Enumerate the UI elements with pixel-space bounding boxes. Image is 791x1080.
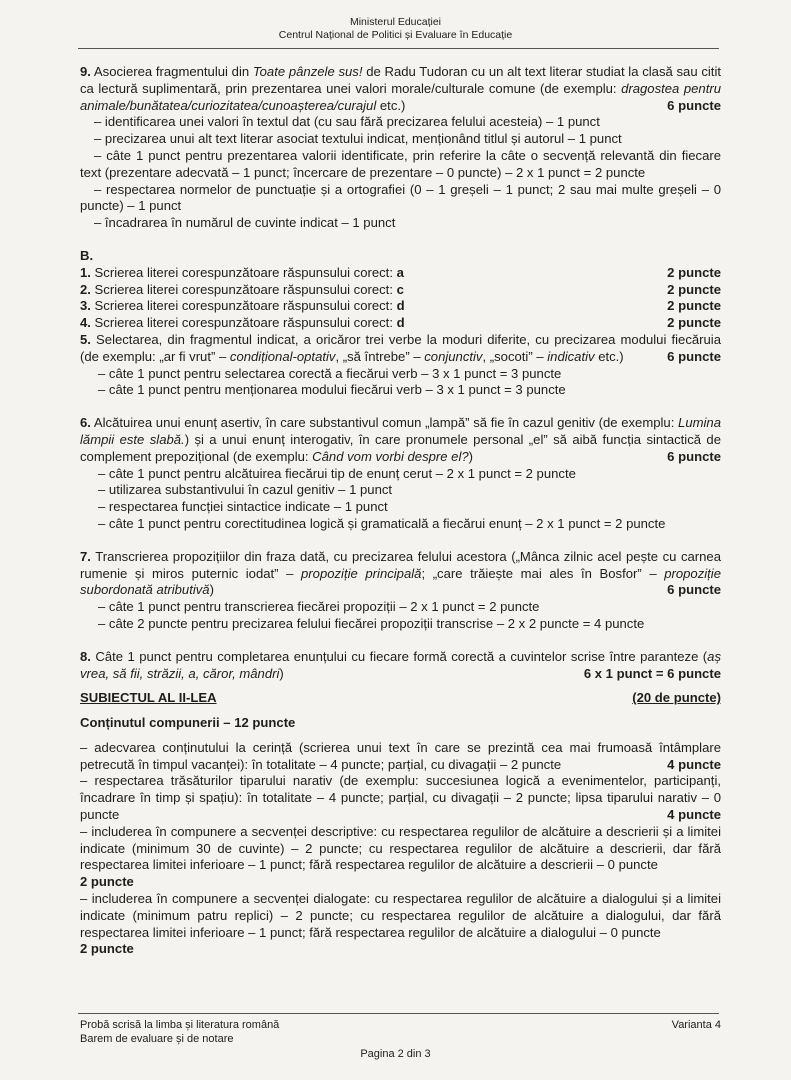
subject-2-points: (20 de puncte) xyxy=(632,690,721,706)
item-7-points: 6 puncte xyxy=(667,582,721,598)
criterion-line: – precizarea unui alt text literar asociat textului indicat, menționând titlul și autorul – 1 punct xyxy=(94,131,622,147)
answer-row: 3. Scrierea literei corespunzătoare răspunsului corect: d 2 puncte xyxy=(80,298,721,314)
item-5-points: 6 puncte xyxy=(667,348,721,364)
item-7 xyxy=(80,549,721,633)
criterion-line: – respectarea trăsăturilor tiparului narativ (de exemplu: succesiunea logică a evenimentelor, participanți, încadrare în timp și spațiu): în totalitate – 4 puncte; parțial, cu divagații – 2 puncte; lipsa tiparului narativ – 0 puncte 4 puncte xyxy=(80,773,721,823)
footer-divider xyxy=(78,1013,719,1014)
answer-letter: d xyxy=(396,298,405,314)
variant-label: Varianta 4 xyxy=(671,1019,721,1031)
item-6 xyxy=(80,415,721,533)
answer-points: 2 puncte xyxy=(667,315,721,331)
item-6-points: 6 puncte xyxy=(667,448,721,464)
page-footer xyxy=(80,1018,721,1046)
subject-2-title: SUBIECTUL AL II-LEA xyxy=(80,690,217,706)
item-7-statement: 7. Transcrierea propozițiilor din fraza dată, cu precizarea felului acestora („Mânca zilnic acel pește cu carnea rumenie și miros puternic iodat” – propoziție principală; „care trăiește mai ales în Bosfor” – propoziție subordonată atributivă) 6 puncte xyxy=(80,548,721,598)
criterion-line: – câte 2 puncte pentru precizarea felului fiecărei propoziții transcrise – 2 x 2 puncte = 4 puncte xyxy=(98,615,645,631)
answer-letter: d xyxy=(396,315,405,331)
item-8-points: 6 x 1 punct = 6 puncte xyxy=(583,665,721,681)
criterion-points: 2 puncte xyxy=(80,941,134,957)
answer-points: 2 puncte xyxy=(667,281,721,297)
criterion-line: – respectarea funcției sintactice indicate – 1 punct xyxy=(98,499,388,515)
criterion-line: – câte 1 punct pentru corectitudinea logică și gramaticală a fiecărui enunț – 2 x 1 punct = 2 puncte xyxy=(98,515,666,531)
answer-row: 1. Scrierea literei corespunzătoare răspunsului corect: a 2 puncte xyxy=(80,264,721,280)
answer-points: 2 puncte xyxy=(667,264,721,280)
composition-content-title: Conținutul compunerii – 12 puncte xyxy=(80,715,296,731)
criterion-line: – utilizarea substantivului în cazul genitiv – 1 punct xyxy=(98,482,393,498)
criterion-line: – câte 1 punct pentru prezentarea valorii identificate, prin referire la câte o secvență relevantă din fiecare text (prezentare adecvată – 1 punct; încercare de prezentare – 0 puncte) – 2 x 1 punct = 2 puncte xyxy=(80,147,721,180)
page-header xyxy=(0,16,791,42)
answer-row: 4. Scrierea literei corespunzătoare răspunsului corect: d 2 puncte xyxy=(80,315,721,331)
item-5 xyxy=(80,332,721,399)
criterion-line: – câte 1 punct pentru alcătuirea fiecărui tip de enunț cerut – 2 x 1 punct = 2 puncte xyxy=(98,465,576,481)
criterion-points: 4 puncte xyxy=(667,756,721,772)
criterion-line: – respectarea normelor de punctuație și a ortografiei (0 – 1 greșeli – 1 punct; 2 sau mai multe greșeli – 0 puncte) – 1 punct xyxy=(80,181,721,214)
item-8 xyxy=(80,649,721,683)
criterion-points: 2 puncte xyxy=(80,874,134,890)
page-content xyxy=(80,64,721,958)
item-9 xyxy=(80,64,721,232)
subject-2-heading xyxy=(80,690,721,707)
ministry-name: Ministerul Educației xyxy=(349,16,442,28)
item-6-statement: 6. Alcătuirea unui enunț asertiv, în care substantivul comun „lampă” să fie în cazul genitiv (de exemplu: Lumina lămpii este slabă.) și a unui enunț interogativ, în care pronumele personal „el” să aibă funcția sintactică de complement prepozițional (de exemplu: Când vom vorbi despre el?) 6 puncte xyxy=(80,415,721,464)
item-5-statement: 5. Selectarea, din fragmentul indicat, a oricăror trei verbe la moduri diferite, cu precizarea modului fiecăruia (de exemplu: „ar fi vrut” – condițional-optativ, „să întrebe” – conjunctiv, „socoti” – indicativ etc.) 6 puncte xyxy=(80,331,721,364)
criterion-points: 4 puncte xyxy=(667,807,721,823)
section-b-label: B. xyxy=(80,247,94,263)
criterion-line: – câte 1 punct pentru transcrierea fiecărei propoziții – 2 x 1 punct = 2 puncte xyxy=(98,599,540,615)
center-name: Centrul Național de Politici și Evaluare în Educație xyxy=(278,29,513,41)
section-b xyxy=(80,248,721,332)
criterion-line: – includerea în compunere a secvenței dialogate: cu respectarea regulilor de alcătuire a dialogului și a limitei indicate (minimum patru replici) – 2 puncte; cu respectarea regulilor de alcătuire a dialogului, dar fără respectarea limitei inferioare – 1 punct; fără respectarea regulilor de alcătuire a dialogului – 0 puncte xyxy=(80,891,721,940)
criterion-line: – includerea în compunere a secvenței descriptive: cu respectarea regulilor de alcătuire a descrierii și a limitei indicate (minimum 30 de cuvinte) – 2 puncte; cu respectarea regulilor de alcătuire a descrierii, dar fără respectarea limitei inferioare – 1 punct; fără respectarea regulilor de alcătuire a descrierii – 0 puncte xyxy=(80,823,721,873)
subject-2 xyxy=(80,690,721,958)
answer-points: 2 puncte xyxy=(667,298,721,314)
criterion-line: – identificarea unei valori în textul dat (cu sau fără precizarea felului acesteia) – 1 punct xyxy=(94,114,600,130)
exam-name: Probă scrisă la limba și literatura română xyxy=(80,1019,280,1031)
item-9-points: 6 puncte xyxy=(667,97,721,113)
answer-row: 2. Scrierea literei corespunzătoare răspunsului corect: c 2 puncte xyxy=(80,281,721,297)
answer-letter: c xyxy=(396,281,404,297)
item-9-statement: 9. Asocierea fragmentului din Toate pânzele sus! de Radu Tudoran cu un alt text literar studiat la clasă sau citit ca lectură suplimentară, prin prezentarea unei valori morale/culturale comune (de exemplu: dragostea pentru animale/bunătatea/curiozitatea/cunoașterea/curajul etc.) 6 puncte xyxy=(80,64,721,113)
criterion-line: – adecvarea conținutului la cerință (scrierea unui text în care se prezintă cea mai frumoasă întâmplare petrecută în timpul vacanței): în totalitate – 4 puncte; parțial, cu divagații – 2 puncte 4 puncte xyxy=(80,739,721,772)
header-divider xyxy=(78,48,719,49)
answer-letter: a xyxy=(396,264,404,280)
grading-scheme-label: Barem de evaluare și de notare xyxy=(80,1033,234,1045)
item-8-statement: 8. Câte 1 punct pentru completarea enunțului cu fiecare formă corectă a cuvintelor scrise între paranteze (aș vrea, să fii, străzii, a, căror, mândri) 6 x 1 punct = 6 puncte xyxy=(80,648,721,681)
page-number: Pagina 2 din 3 xyxy=(360,1048,431,1060)
criterion-line: – câte 1 punct pentru menționarea modului fiecărui verb – 3 x 1 punct = 3 puncte xyxy=(98,382,566,398)
criterion-line: – încadrarea în numărul de cuvinte indicat – 1 punct xyxy=(94,215,396,231)
criterion-line: – câte 1 punct pentru selectarea corectă a fiecărui verb – 3 x 1 punct = 3 puncte xyxy=(98,365,562,381)
